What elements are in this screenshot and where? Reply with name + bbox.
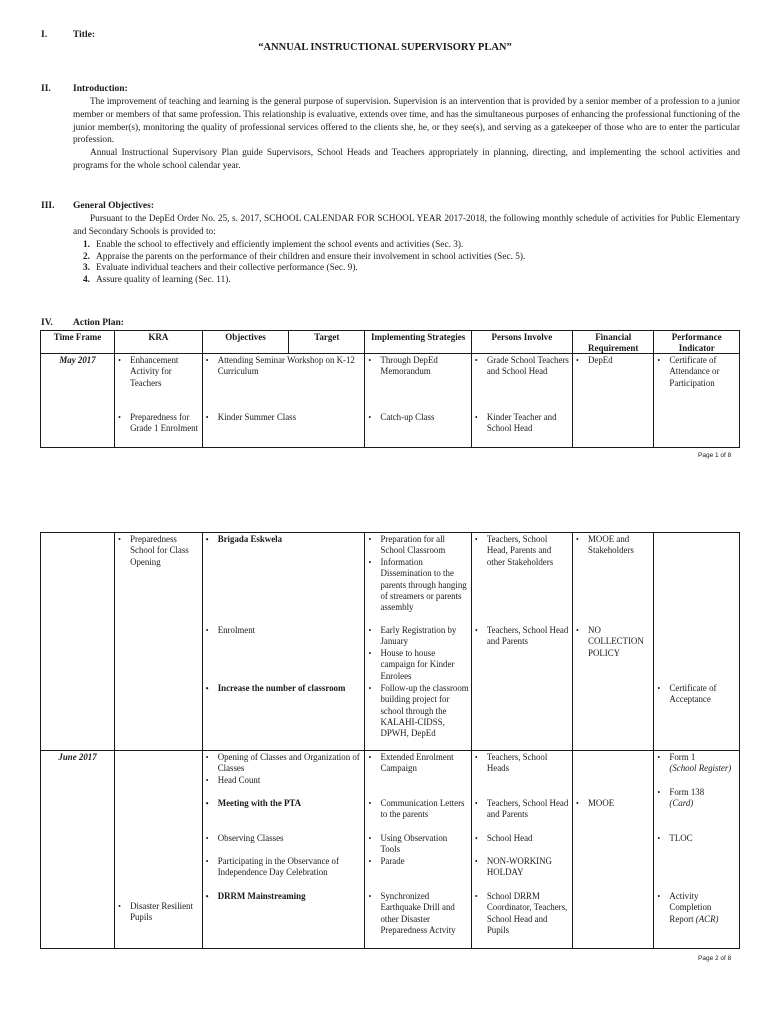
- list-item: • Disaster Resilient Pupils: [118, 901, 193, 923]
- page-number: Page 2 of 8: [698, 955, 732, 962]
- column-header: Performance Indicator: [654, 331, 740, 354]
- list-item: • Attending Seminar Workshop on K-12 Curriculum: [205, 355, 355, 377]
- list-item: • House to house campaign for Kinder Enrolees: [368, 648, 455, 681]
- section-title: Title:: [73, 30, 95, 40]
- list-item: • MOOE: [576, 798, 615, 808]
- intro-paragraph: The improvement of teaching and learning is the general purpose of supervision. Supervision is an intervention that is provided by a senior member of a profession to a junior member or members of that same profession. This relationship is evaluative, extends over time, and has the simultaneous purposes of enhancing the professional functioning of the junior member(s), monitoring the quality of professional services offered to the clients she, he, or they see(s), and serving as a gatekeeper of those who are to enter the particular profession.: [73, 97, 740, 146]
- list-item: • NO COLLECTION POLICY: [576, 625, 644, 658]
- intro-paragraph: Annual Instructional Supervisory Plan guide Supervisors, School Heads and Teachers appropriately in planning, directing, and implementing the school activities and programs for the whole school calendar year.: [73, 148, 740, 171]
- list-item: • Parade: [368, 856, 405, 866]
- list-item: • NON-WORKING HOLDAY: [474, 856, 552, 878]
- list-item: • TLOC: [657, 833, 693, 843]
- list-item: • Enrolment: [205, 625, 256, 635]
- column-header: Target: [289, 331, 365, 354]
- section-title: Action Plan:: [73, 318, 124, 328]
- action-plan-table-page2: [40, 532, 740, 949]
- list-item: • Preparation for all School Classroom: [368, 534, 446, 556]
- list-item: • Synchronized Earthquake Drill and other Disaster Preparedness Actvity: [368, 891, 456, 935]
- section-number: II.: [41, 84, 51, 94]
- list-item: • Follow-up the classroom building project for school through the KALAHI-CIDSS, DPWH, DepEd: [368, 683, 469, 739]
- list-item: • Teachers, School Head, Parents and other Stakeholders: [474, 534, 554, 567]
- list-item: 1. Enable the school to effectively and efficiently implement the school events and activities (Sec. 3).: [83, 240, 464, 250]
- column-header: Financial Requirement: [573, 331, 654, 354]
- list-item: • DepEd: [576, 355, 613, 365]
- list-item: • Teachers, School Heads: [474, 752, 548, 774]
- column-header: Objectives: [202, 331, 289, 354]
- list-item: • Teachers, School Head and Parents: [474, 625, 569, 647]
- section-number: I.: [41, 30, 48, 40]
- list-item: • Certificate of Attendance or Participation: [657, 355, 720, 388]
- time-frame: May 2017: [59, 355, 96, 365]
- document-title: “ANNUAL INSTRUCTIONAL SUPERVISORY PLAN”: [258, 42, 512, 53]
- list-item: • Through DepEd Memorandum: [368, 355, 438, 377]
- list-item: • Observing Classes: [205, 833, 284, 843]
- list-item: • Brigada Eskwela: [205, 534, 283, 544]
- list-item: • School DRRM Coordinator, Teachers, School Head and Pupils: [474, 891, 568, 935]
- list-item: • DRRM Mainstreaming: [205, 891, 306, 901]
- list-item: • Early Registration by January: [368, 625, 457, 647]
- list-item: • Participating in the Observance of Independence Day Celebration: [205, 856, 339, 878]
- list-item: • Grade School Teachers and School Head: [474, 355, 569, 377]
- list-item: 4. Assure quality of learning (Sec. 11).: [83, 274, 231, 285]
- section-number: III.: [41, 201, 55, 211]
- list-item: • Preparedness School for Class Opening: [118, 534, 189, 567]
- column-header: KRA: [115, 331, 203, 354]
- list-item: • Meeting with the PTA: [205, 798, 302, 808]
- column-header: Time Frame: [41, 331, 115, 354]
- section-title: Introduction:: [73, 84, 128, 94]
- time-frame: June 2017: [58, 752, 97, 762]
- list-item: • School Head: [474, 833, 533, 843]
- list-item: • Catch-up Class: [368, 412, 435, 422]
- list-item: 2. Appraise the parents on the performance of their children and ensure their involvement in school activities (Sec. 5).: [83, 251, 526, 262]
- list-item: • MOOE and Stakeholders: [576, 534, 634, 556]
- list-item: • Increase the number of classroom: [205, 683, 346, 693]
- list-item: • Enhancement Activity for Teachers: [118, 355, 179, 388]
- list-item: 3. Evaluate individual teachers and their collective performance (Sec. 9).: [83, 263, 358, 274]
- section-title: General Objectives:: [73, 201, 154, 211]
- list-item: • Preparedness for Grade 1 Enrolment: [118, 412, 199, 434]
- list-item: • Opening of Classes and Organization of Classes: [205, 752, 360, 774]
- list-item: • Head Count: [205, 775, 261, 785]
- list-item: • Activity Completion Report (ACR): [657, 891, 719, 924]
- section-number: IV.: [41, 318, 53, 328]
- list-item: • Form 138 (Card): [657, 787, 705, 809]
- list-item: • Extended Enrolment Campaign: [368, 752, 454, 774]
- objectives-lead: Pursuant to the DepEd Order No. 25, s. 2017, SCHOOL CALENDAR FOR SCHOOL YEAR 2017-2018, the following monthly schedule of activities for Public Elementary and Secondary Schools is provided to:: [73, 214, 740, 237]
- column-header: Implementing Strategies: [365, 331, 471, 354]
- list-item: • Teachers, School Head and Parents: [474, 798, 569, 820]
- list-item: • Kinder Teacher and School Head: [474, 412, 557, 434]
- list-item: • Certificate of Acceptance: [657, 683, 717, 705]
- list-item: • Information Dissemination to the parents through hanging of streamers or parents assembly: [368, 557, 467, 613]
- action-plan-table-page1: [40, 330, 740, 448]
- objectives-list: [76, 240, 736, 286]
- list-item: • Communication Letters to the parents: [368, 798, 465, 820]
- column-header: Persons Involve: [471, 331, 572, 354]
- page-number: Page 1 of 8: [698, 452, 732, 459]
- list-item: • Kinder Summer Class: [205, 412, 297, 422]
- list-item: • Using Observation Tools: [368, 833, 448, 855]
- list-item: • Form 1 (School Register): [657, 752, 732, 774]
